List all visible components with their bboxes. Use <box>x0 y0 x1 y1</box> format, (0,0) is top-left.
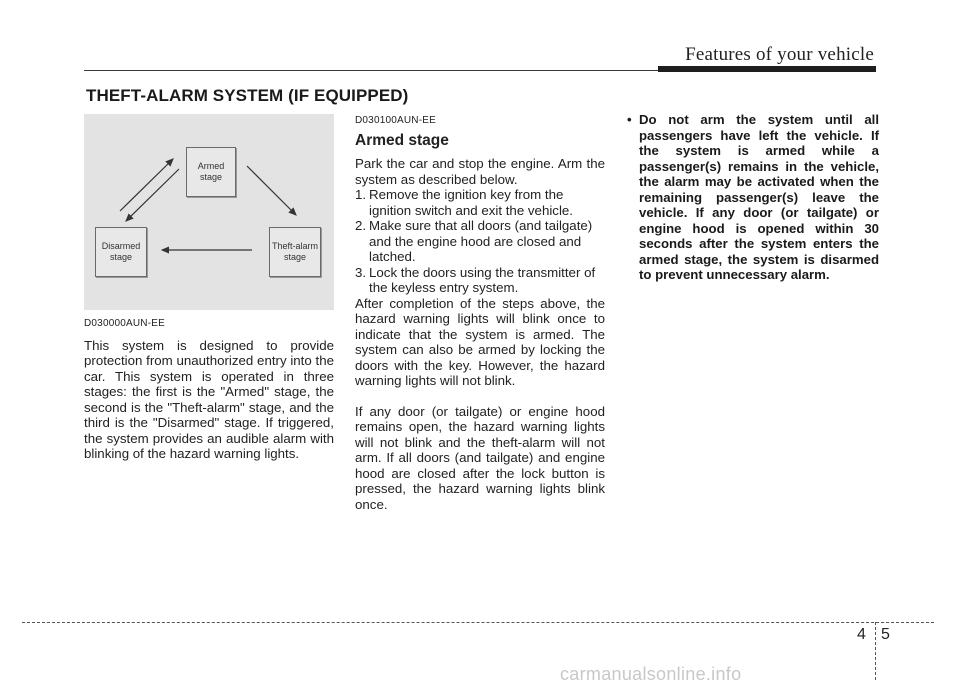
step-number: 1. <box>355 187 367 202</box>
footer-rule <box>22 622 934 623</box>
section-title: THEFT-ALARM SYSTEM (IF EQUIPPED) <box>86 86 409 105</box>
step-text: Lock the doors using the transmitter of the keyless entry system. <box>369 264 596 295</box>
armed-stage-label: Armed stage <box>197 161 225 182</box>
disarmed-stage-box <box>95 227 147 277</box>
intro-paragraph: This system is designed to provide protection from unauthorized entry into the car. This system is operated in three stages: the first is the "Armed" stage, the second is the "Theft-alarm" stage, and the third is the "Disarmed" stage. If triggered, the system provides an audible alarm with blinking of the hazard warning lights. <box>84 337 334 461</box>
alarm-stage-diagram <box>84 114 334 310</box>
arming-steps <box>355 187 605 296</box>
armed-stage-intro: Park the car and stop the engine. Arm the system as described below. <box>355 156 605 187</box>
armed-stage-code: D030100AUN-EE <box>355 115 436 126</box>
watermark-text: carmanualsonline.info <box>560 664 742 684</box>
warning-column <box>625 112 879 283</box>
open-door-paragraph: If any door (or tailgate) or engine hood remains open, the hazard warning lights will not blink and the theft-alarm will not arm. If all doors (and tailgate) and engine hood are closed after the lock button is pressed, the hazard warning lights blink once. <box>355 403 605 512</box>
stage-arrows <box>84 114 334 310</box>
arrow-disarmed-to-armed <box>120 159 173 211</box>
header-accent-bar <box>658 66 876 72</box>
intro-code: D030000AUN-EE <box>84 318 165 329</box>
page-number: 5 <box>881 626 890 643</box>
armed-stage-heading: Armed stage <box>355 131 449 149</box>
intro-column <box>84 316 334 462</box>
section-number: 4 <box>857 626 866 643</box>
disarmed-stage-label: Disarmed stage <box>101 241 141 262</box>
bullet-icon: • <box>627 112 632 127</box>
step-text: Make sure that all doors (and tailgate) and the engine hood are closed and latched. <box>369 218 593 264</box>
armed-confirm-paragraph: After completion of the steps above, the hazard warning lights will blink once to indicate that the system is armed. The system can also be armed by locking the doors with the key. However, the hazard warning lights will not blink. <box>355 295 605 388</box>
arrow-armed-to-disarmed <box>126 169 179 221</box>
step-item <box>355 265 605 296</box>
page-header-title: Features of your vehicle <box>685 44 874 65</box>
footer-divider <box>875 622 876 680</box>
passenger-warning-text: Do not arm the system until all passengers have left the vehicle. If the system is armed while a passenger(s) remains in the vehicle, the alarm may be activated when the remaining passenger(s) leave the vehicle. If any door (or tailgate) or engine hood is opened within 30 seconds after the system enters the armed stage, the system is disarmed to prevent unnecessary alarm. <box>639 112 879 282</box>
step-number: 3. <box>355 264 367 280</box>
armed-stage-box <box>186 147 236 197</box>
step-item <box>355 187 605 218</box>
theft-alarm-stage-label: Theft-alarm stage <box>271 241 318 262</box>
passenger-warning <box>625 112 879 283</box>
step-number: 2. <box>355 218 367 233</box>
arrow-armed-to-theft <box>247 166 296 215</box>
step-item <box>355 218 605 265</box>
theft-alarm-stage-box <box>269 227 321 277</box>
step-text: Remove the ignition key from the ignition switch and exit the vehicle. <box>369 187 573 218</box>
armed-stage-column <box>355 113 605 512</box>
